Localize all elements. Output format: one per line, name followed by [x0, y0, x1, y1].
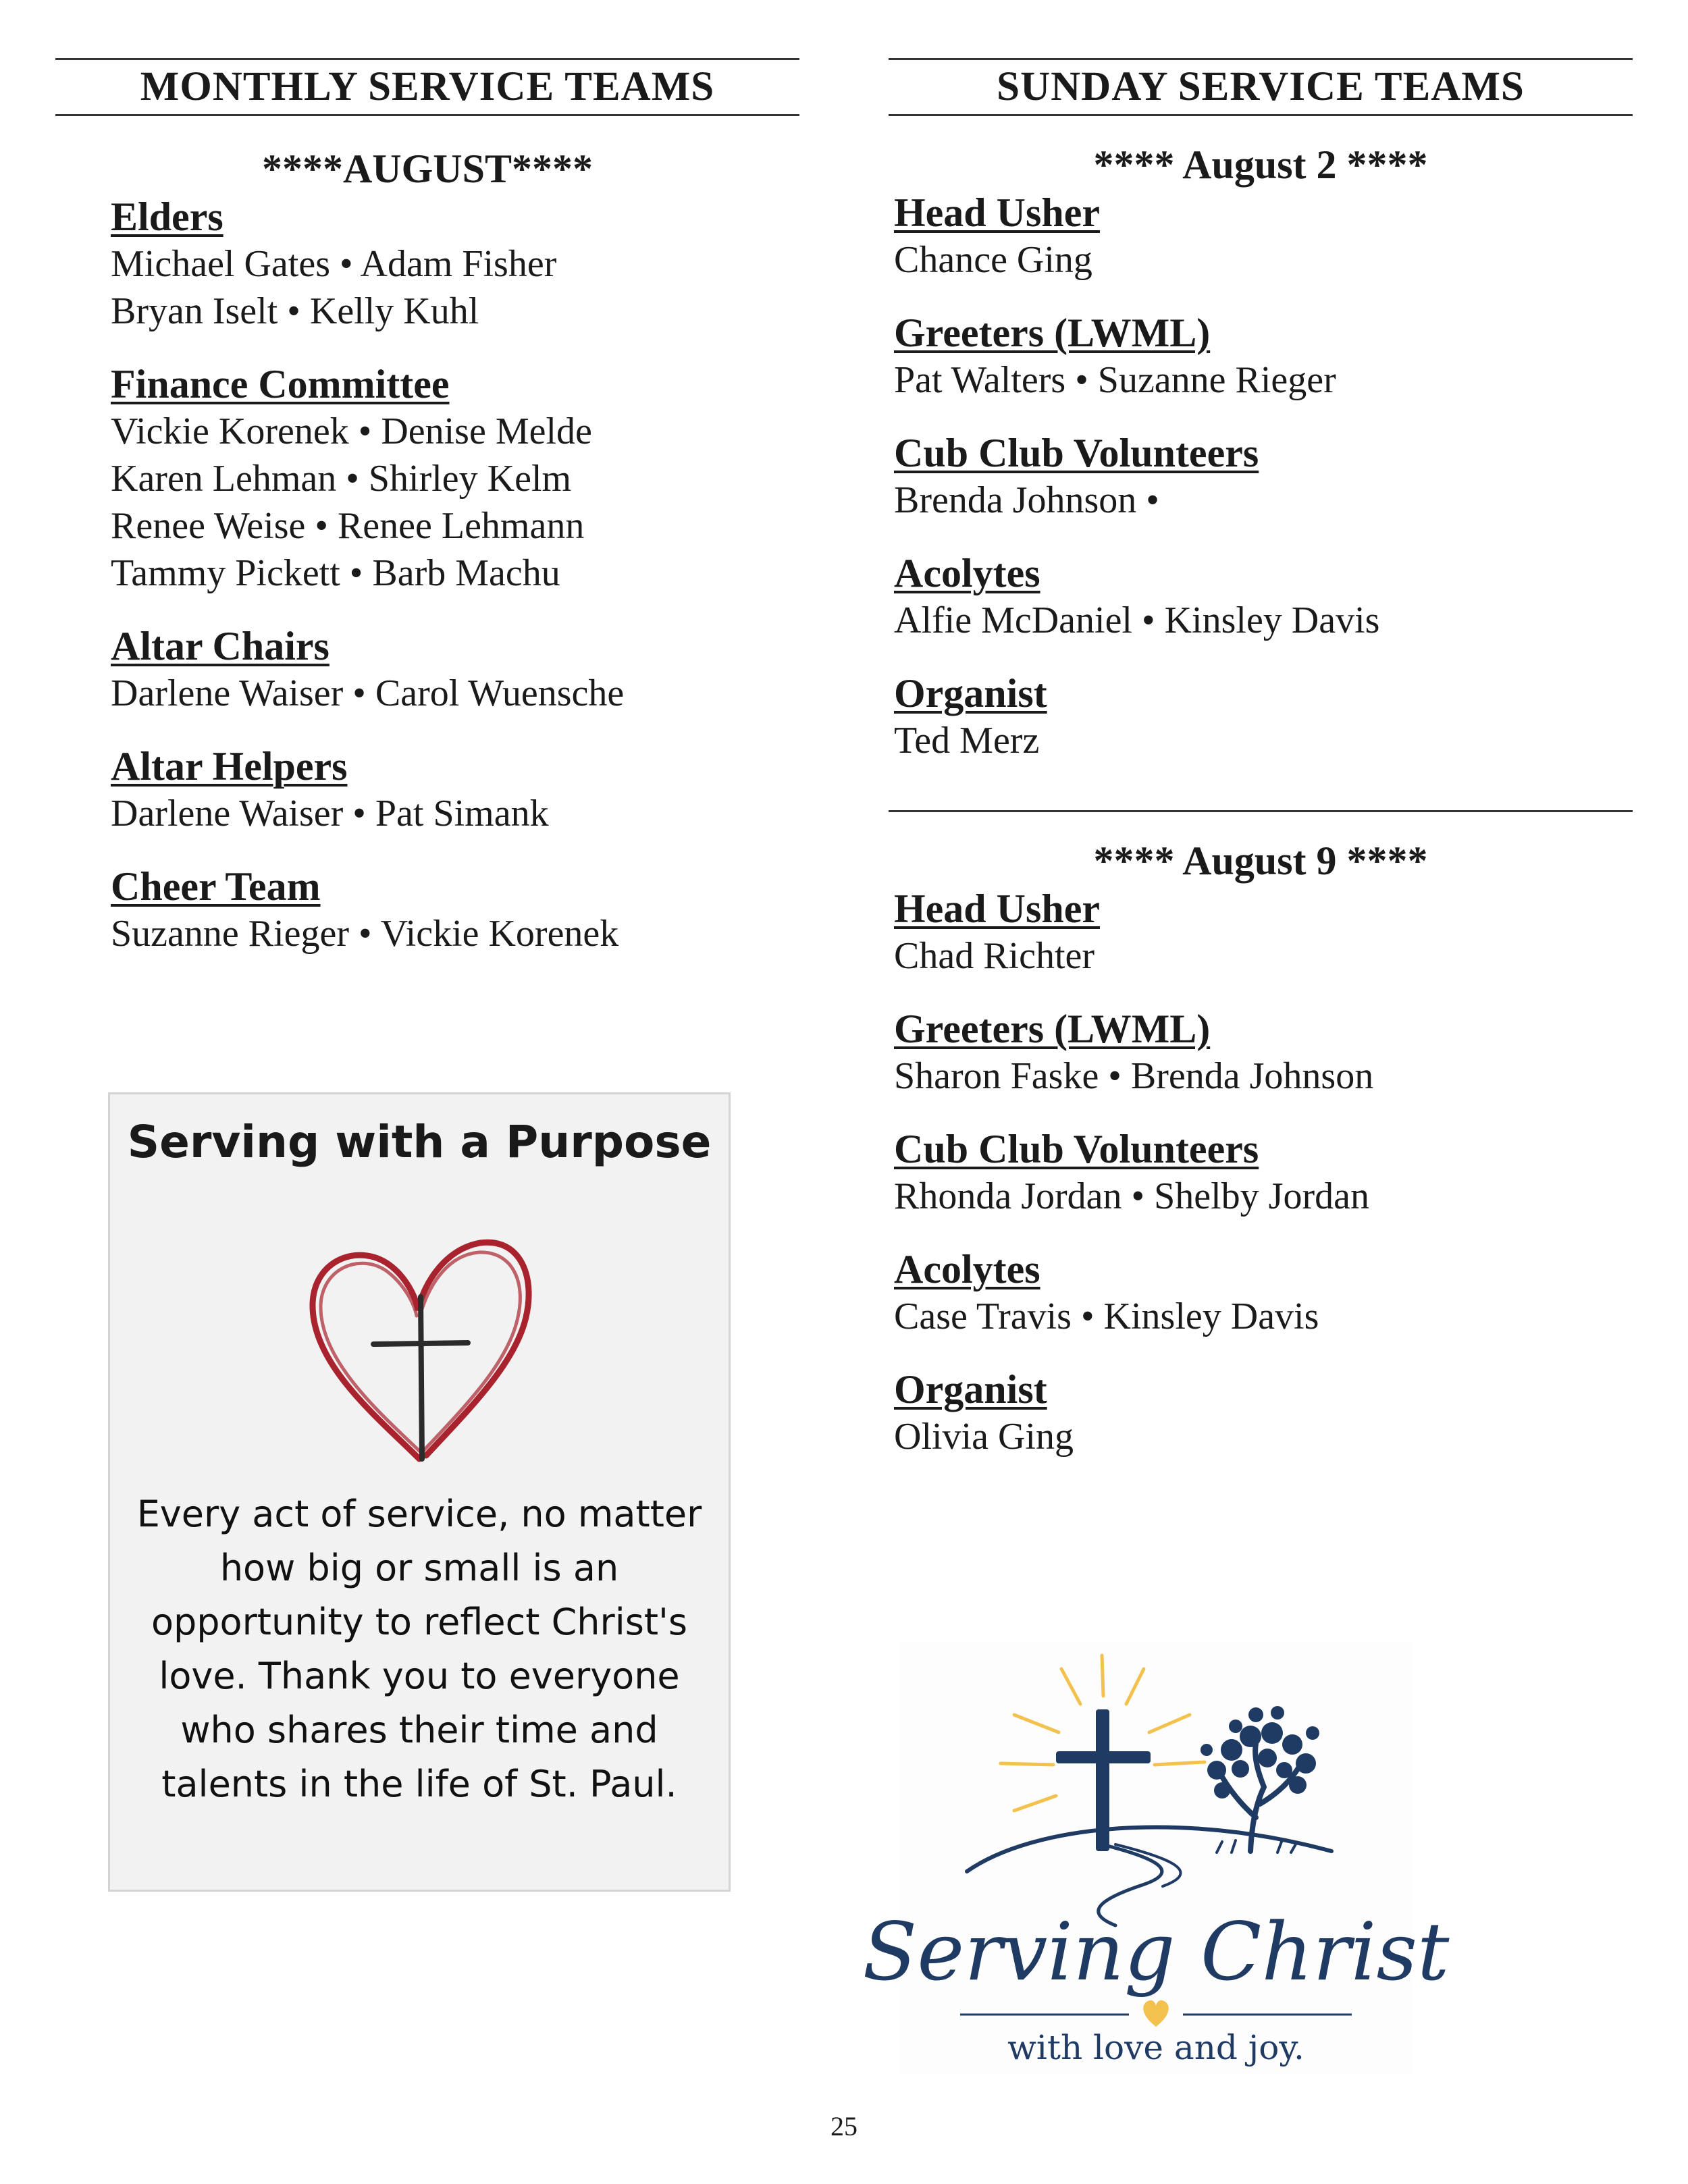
member-line: Chance Ging	[894, 239, 1092, 281]
team-title: Cub Club Volunteers	[894, 431, 1259, 475]
member-line: Darlene Waiser • Pat Simank	[111, 793, 549, 834]
member-line: Brenda Johnson •	[894, 479, 1159, 521]
monthly-header: MONTHLY SERVICE TEAMS	[55, 58, 799, 116]
team-elders	[111, 193, 799, 335]
team-title: Altar Chairs	[111, 624, 329, 668]
member-line: Sharon Faske • Brenda Johnson	[894, 1055, 1374, 1097]
team-title: Head Usher	[894, 886, 1100, 931]
member-line: Alfie McDaniel • Kinsley Davis	[894, 600, 1380, 641]
member-line: Suzanne Rieger • Vickie Korenek	[111, 913, 619, 955]
page-number: 25	[830, 2111, 858, 2141]
heart-icon	[1143, 2000, 1169, 2027]
team-title: Greeters (LWML)	[894, 1007, 1211, 1051]
team-cub-club-volunteers	[894, 1125, 1633, 1220]
week-date-heading: **** August 2 ****	[1093, 142, 1428, 187]
team-organist	[894, 670, 1633, 764]
logo-tagline: with love and joy.	[1007, 2028, 1304, 2067]
team-title: Acolytes	[894, 551, 1040, 595]
team-title: Cheer Team	[111, 864, 321, 909]
team-title: Head Usher	[894, 190, 1100, 235]
member-line: Olivia Ging	[894, 1416, 1074, 1458]
member-line: Rhonda Jordan • Shelby Jordan	[894, 1175, 1369, 1217]
team-title: Altar Helpers	[111, 744, 348, 789]
purpose-line: who shares their time and	[180, 1709, 658, 1751]
team-acolytes	[894, 550, 1633, 644]
member-line: Darlene Waiser • Carol Wuensche	[111, 672, 625, 714]
week-date-heading: **** August 9 ****	[1093, 838, 1428, 883]
team-title: Finance Committee	[111, 362, 450, 406]
sunday-header: SUNDAY SERVICE TEAMS	[889, 58, 1633, 116]
team-title: Cub Club Volunteers	[894, 1127, 1259, 1171]
team-head-usher	[894, 189, 1633, 284]
purpose-title: Serving with a Purpose	[127, 1116, 712, 1168]
team-organist	[894, 1366, 1633, 1460]
team-cheer-team	[111, 863, 799, 957]
hill-line	[967, 1827, 1331, 1871]
member-line: Karen Lehman • Shirley Kelm	[111, 458, 572, 500]
member-line: Vickie Korenek • Denise Melde	[111, 410, 592, 452]
team-title: Elders	[111, 194, 223, 239]
monthly-service-column	[55, 58, 799, 957]
purpose-line: love. Thank you to everyone	[159, 1655, 680, 1697]
member-line: Bryan Iselt • Kelly Kuhl	[111, 290, 479, 332]
sunday-service-column	[889, 58, 1633, 1460]
member-line: Chad Richter	[894, 935, 1095, 977]
heart-cross-icon	[298, 1223, 541, 1466]
team-greeters	[894, 1005, 1633, 1100]
member-line: Tammy Pickett • Barb Machu	[111, 552, 560, 594]
member-line: Michael Gates • Adam Fisher	[111, 243, 557, 285]
purpose-line: opportunity to reflect Christ's	[151, 1601, 688, 1643]
serving-christ-logo	[862, 1642, 1450, 2074]
purpose-line: Every act of service, no matter	[136, 1493, 702, 1535]
team-cub-club-volunteers	[894, 429, 1633, 524]
team-altar-chairs	[111, 622, 799, 717]
serving-with-purpose-box	[108, 1092, 731, 1892]
team-acolytes	[894, 1246, 1633, 1340]
team-title: Greeters (LWML)	[894, 311, 1211, 355]
purpose-line: talents in the life of St. Paul.	[161, 1763, 677, 1805]
team-head-usher	[894, 885, 1633, 980]
team-finance-committee	[111, 361, 799, 597]
week-divider	[889, 810, 1633, 812]
member-line: Case Travis • Kinsley Davis	[894, 1296, 1319, 1337]
team-title: Acolytes	[894, 1247, 1040, 1291]
member-line: Pat Walters • Suzanne Rieger	[894, 359, 1336, 401]
logo-script-text: Serving Christ	[862, 1905, 1450, 1998]
team-greeters	[894, 309, 1633, 404]
member-line: Renee Weise • Renee Lehmann	[111, 505, 585, 547]
team-title: Organist	[894, 1367, 1047, 1412]
month-heading: ****AUGUST****	[261, 147, 594, 191]
purpose-message	[124, 1487, 715, 1811]
team-altar-helpers	[111, 743, 799, 837]
purpose-line: how big or small is an	[219, 1547, 619, 1589]
team-title: Organist	[894, 671, 1047, 716]
member-line: Ted Merz	[894, 720, 1040, 762]
